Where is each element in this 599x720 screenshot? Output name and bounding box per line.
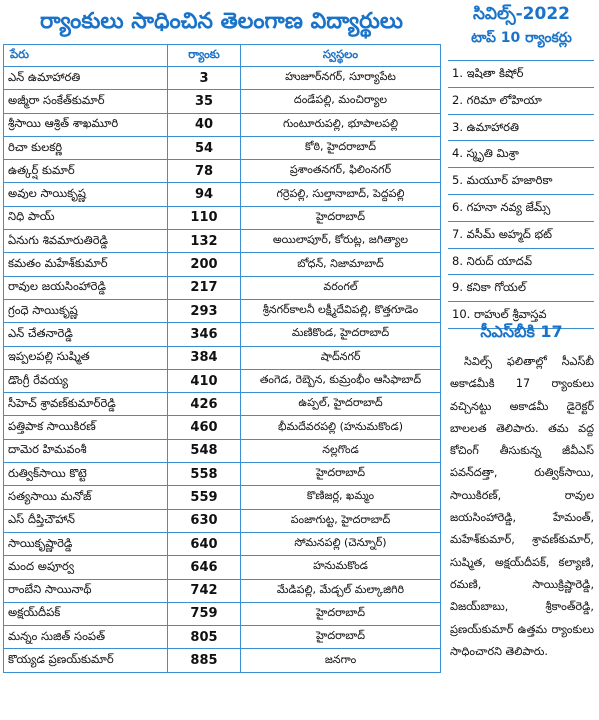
top10-item: 3. ఉమాహారతి (448, 115, 594, 142)
ranker-rank: 646 (168, 556, 241, 579)
ranker-rank: 640 (168, 532, 241, 555)
table-row (4, 579, 441, 602)
table-row (4, 67, 441, 90)
ranker-name: పత్తిపాక సాయికిరణ్‌ (4, 416, 168, 439)
table-row (4, 206, 441, 229)
ranker-rank: 200 (168, 253, 241, 276)
sidebar-title: సివిల్స్‌-2022 (472, 4, 570, 24)
table-row (4, 463, 441, 486)
ranker-name: ఎస్‌ దీప్తిచౌహాన్‌ (4, 509, 168, 532)
ranker-hometown: గర్రెపల్లి, సుల్తానాబాద్‌, పెద్దపల్లి (241, 183, 441, 206)
table-row (4, 532, 441, 555)
ranker-rank: 630 (168, 509, 241, 532)
ranker-name: దామెర హిమవంశీ (4, 439, 168, 462)
table-row (4, 160, 441, 183)
ranker-hometown: హైదరాబాద్‌ (241, 206, 441, 229)
table-row (4, 230, 441, 253)
ranker-hometown: కోఠి, హైదరాబాద్‌ (241, 136, 441, 159)
top10-item: 8. నిరుద్‌ యాదవ్‌ (448, 249, 594, 276)
ranker-name: సత్యసాయి మనోజ్‌ (4, 486, 168, 509)
top10-item: 4. స్మృతి మిశ్రా (448, 141, 594, 168)
ranker-hometown: దండేపల్లి, మంచిర్యాల (241, 90, 441, 113)
top10-item: 7. వసీమ్‌ అహ్మద్‌ భట్‌ (448, 222, 594, 249)
ranker-name: అక్షయ్‌దీపక్‌ (4, 602, 168, 625)
table-row (4, 556, 441, 579)
csb-article-text: సివిల్స్‌ ఫలితాల్లో సీఎస్‌బీ అకాడమీకి 17 ర్యాంకులు వచ్చినట్టు అకాడమీ డైరెక్టర్‌ బాలలత తెలిపారు. తమ వద్ద కోచింగ్‌ తీసుకున్న జీవీఎస్‌ పవన్‌దత్తా, రుత్విక్‌సాయి, సాయికిరణ్‌, రావుల జయసింహారెడ్డి, హేమంత్‌, మహేశ్‌కుమార్‌, శ్రావణ్‌కుమార్‌, సుష్మిత, అక్షయ్‌దీపక్‌, కల్యాణి, రమణి, సాయిక్రిష్ణారెడ్డి, విజయ్‌బాబు, శ్రీకాంత్‌రెడ్డి, ప్రణయ్‌కుమార్‌ ఉత్తమ ర్యాంకులు సాధించారని తెలిపారు. (450, 355, 594, 658)
ranker-rank: 217 (168, 276, 241, 299)
table-row (4, 90, 441, 113)
ranker-rank: 78 (168, 160, 241, 183)
ranker-rank: 548 (168, 439, 241, 462)
ranker-rank: 384 (168, 346, 241, 369)
ranker-hometown: హైదరాబాద్‌ (241, 626, 441, 649)
top10-item: 9. కనికా గోయల్‌ (448, 275, 594, 302)
table-row (4, 136, 441, 159)
ranker-rank: 3 (168, 67, 241, 90)
top10-item: 2. గరిమా లోహియా (448, 88, 594, 115)
ranker-rank: 54 (168, 136, 241, 159)
ranker-hometown: భీమదేవరపల్లి (హనుమకొండ) (241, 416, 441, 439)
ranker-rank: 346 (168, 323, 241, 346)
table-row (4, 416, 441, 439)
ranker-rank: 460 (168, 416, 241, 439)
ranker-rank: 426 (168, 393, 241, 416)
table-row (4, 183, 441, 206)
ranker-rank: 132 (168, 230, 241, 253)
sidebar (446, 0, 597, 720)
ranker-name: డొంగ్రీ రేవయ్య (4, 369, 168, 392)
ranker-hometown: జనగాం (241, 649, 441, 672)
ranker-rank: 110 (168, 206, 241, 229)
ranker-name: రాంబేని సాయినాథ్‌ (4, 579, 168, 602)
ranker-hometown: హుజూర్‌నగర్‌, సూర్యాపేట (241, 67, 441, 90)
ranker-rank: 410 (168, 369, 241, 392)
table-row (4, 113, 441, 136)
ranker-hometown: నల్లగొండ (241, 439, 441, 462)
top10-item: 5. మయూర్‌ హజారికా (448, 168, 594, 195)
ranker-rank: 293 (168, 299, 241, 322)
table-row (4, 626, 441, 649)
ranker-name: ఇప్పలపల్లి సుష్మిత (4, 346, 168, 369)
ranker-name: అవుల సాయికృష్ణ (4, 183, 168, 206)
ranker-hometown: హైదరాబాద్‌ (241, 602, 441, 625)
ranker-hometown: కొణిజర్ల, ఖమ్మం (241, 486, 441, 509)
ranker-name: నిధి పాయ్‌ (4, 206, 168, 229)
ranker-hometown: అయిలాపూర్‌, కోరుట్ల, జగిత్యాల (241, 230, 441, 253)
ranker-name: రిచా కులకర్ణి (4, 136, 168, 159)
ranker-name: కొయ్యడ ప్రణయ్‌కుమార్‌ (4, 649, 168, 672)
page-title: ర్యాంకులు సాధించిన తెలంగాణ విద్యార్థులు (39, 9, 404, 34)
ranker-hometown: హనుమకొండ (241, 556, 441, 579)
ranker-hometown: మేడిపల్లి, మేడ్చల్‌ మల్కాజిగిరి (241, 579, 441, 602)
ranker-name: అజ్మీరా సంకేత్‌కుమార్‌ (4, 90, 168, 113)
table-row (4, 323, 441, 346)
top10-item: 1. ఇషితా కిషోర్‌ (448, 61, 594, 88)
ranker-rank: 885 (168, 649, 241, 672)
top10-item: 6. గహనా నవ్య జేమ్స్‌ (448, 195, 594, 222)
ranker-rank: 805 (168, 626, 241, 649)
rank-table-body (4, 67, 441, 673)
rank-table (3, 44, 441, 673)
column-header-place: స్వస్థలం (241, 45, 441, 67)
ranker-hometown: మణికొండ, హైదరాబాద్‌ (241, 323, 441, 346)
ranker-hometown: ప్రశాంతనగర్‌, ఫిలింనగర్‌ (241, 160, 441, 183)
table-row (4, 276, 441, 299)
ranker-name: ఉత్కర్ష్‌ కుమార్‌ (4, 160, 168, 183)
ranker-hometown: ఉప్పల్‌, హైదరాబాద్‌ (241, 393, 441, 416)
ranker-name: కమతం మహేశ్‌కుమార్‌ (4, 253, 168, 276)
table-row (4, 346, 441, 369)
table-row (4, 602, 441, 625)
ranker-hometown: గుంటూరుపల్లి, భూపాలపల్లి (241, 113, 441, 136)
table-row (4, 439, 441, 462)
ranker-rank: 40 (168, 113, 241, 136)
table-row (4, 253, 441, 276)
ranker-hometown: శ్రీనగర్‌కాలనీ లక్ష్మీదేవిపల్లి, కొత్తగూడెం (241, 299, 441, 322)
ranker-name: రుత్విక్‌సాయి కొట్టె (4, 463, 168, 486)
ranker-name: గ్రంధె సాయికృష్ణ (4, 299, 168, 322)
ranker-hometown: హైదరాబాద్‌ (241, 463, 441, 486)
ranker-hometown: పంజాగుట్ట, హైదరాబాద్‌ (241, 509, 441, 532)
ranker-rank: 35 (168, 90, 241, 113)
column-header-name: పేరు (4, 45, 168, 67)
ranker-name: ఎన్‌ ఉమాహారతి (4, 67, 168, 90)
ranker-hometown: తంగెడ, రెబ్బెన, కుమ్రంభీం ఆసిఫాబాద్‌ (241, 369, 441, 392)
sidebar-subtitle: టాప్‌ 10 ర్యాంకర్లు (471, 30, 572, 46)
ranker-hometown: షాద్‌నగర్‌ (241, 346, 441, 369)
column-header-rank: ర్యాంకు (168, 45, 241, 67)
csb-heading: సీఎస్‌బీకి 17 (480, 322, 563, 341)
table-row (4, 299, 441, 322)
ranker-name: శ్రీసాయి ఆశ్రిత్‌ శాఖమూరి (4, 113, 168, 136)
table-row (4, 369, 441, 392)
top10-list (448, 60, 594, 329)
ranker-rank: 94 (168, 183, 241, 206)
ranker-name: సీహెచ్‌ శ్రావణ్‌కుమార్‌రెడ్డి (4, 393, 168, 416)
ranker-hometown: వరంగల్‌ (241, 276, 441, 299)
ranker-name: మన్నం సుజిత్‌ సంపత్‌ (4, 626, 168, 649)
table-row (4, 486, 441, 509)
ranker-name: ఏనుగు శివమారుతిరెడ్డి (4, 230, 168, 253)
ranker-name: రావుల జయసింహారెడ్డి (4, 276, 168, 299)
table-row (4, 393, 441, 416)
ranker-rank: 759 (168, 602, 241, 625)
table-row (4, 649, 441, 672)
table-row (4, 509, 441, 532)
ranker-name: ఎన్‌ చేతనారెడ్డి (4, 323, 168, 346)
table-header-row (4, 45, 441, 67)
ranker-name: సాయికృష్ణారెడ్డి (4, 532, 168, 555)
ranker-rank: 558 (168, 463, 241, 486)
ranker-rank: 559 (168, 486, 241, 509)
ranker-name: మంద అపూర్వ (4, 556, 168, 579)
ranker-rank: 742 (168, 579, 241, 602)
top10-item: 10. రాహుల్‌ శ్రీవాస్తవ (448, 302, 594, 329)
ranker-hometown: సోమనపల్లి (చెన్నూర్‌) (241, 532, 441, 555)
ranker-hometown: బోధన్‌, నిజామాబాద్‌ (241, 253, 441, 276)
